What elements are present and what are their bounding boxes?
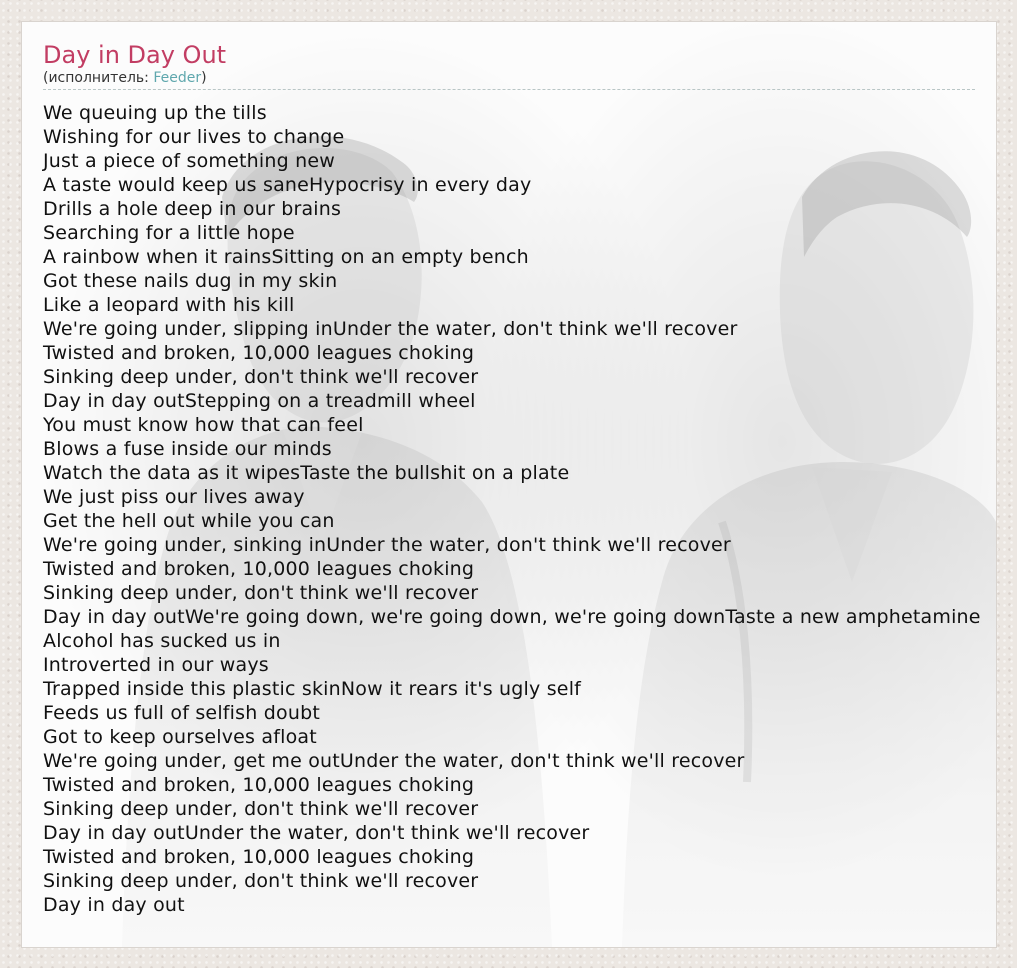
song-title: Day in Day Out: [43, 41, 227, 69]
lyric-line: We queuing up the tills: [43, 102, 267, 124]
lyric-line: Got these nails dug in my skin: [43, 270, 338, 292]
lyric-line: Sinking deep under, don't think we'll recover: [43, 582, 479, 604]
artist-prefix: (исполнитель:: [43, 70, 154, 86]
lyric-line: Watch the data as it wipesTaste the bullshit on a plate: [43, 462, 570, 484]
lyric-line: Blows a fuse inside our minds: [43, 438, 332, 460]
lyric-line: Alcohol has sucked us in: [43, 630, 281, 652]
lyric-line: Twisted and broken, 10,000 leagues choking: [43, 774, 475, 796]
lyric-line: Drills a hole deep in our brains: [43, 198, 342, 220]
lyric-line: Just a piece of something new: [43, 150, 335, 172]
lyric-line: Introverted in our ways: [43, 654, 269, 676]
lyrics-text: [43, 101, 1017, 917]
artist-suffix: ): [201, 70, 207, 86]
artist-link[interactable]: Feeder: [153, 70, 202, 86]
lyric-line: We just piss our lives away: [43, 486, 305, 508]
lyric-line: We're going under, get me outUnder the water, don't think we'll recover: [43, 750, 745, 772]
lyric-line: Wishing for our lives to change: [43, 126, 345, 148]
lyric-line: Twisted and broken, 10,000 leagues choking: [43, 342, 475, 364]
lyrics-panel: [21, 21, 997, 948]
lyric-line: Sinking deep under, don't think we'll recover: [43, 870, 479, 892]
lyric-line: Searching for a little hope: [43, 222, 295, 244]
lyric-line: A taste would keep us saneHypocrisy in every day: [43, 174, 532, 196]
lyric-line: Get the hell out while you can: [43, 510, 335, 532]
lyric-line: Day in day outStepping on a treadmill wheel: [43, 390, 476, 412]
lyric-line: Trapped inside this plastic skinNow it rears it's ugly self: [43, 678, 582, 700]
lyric-line: Day in day outWe're going down, we're going down, we're going downTaste a new amphetamine: [43, 606, 981, 628]
artist-line: [43, 70, 975, 87]
lyric-line: Twisted and broken, 10,000 leagues choking: [43, 846, 475, 868]
lyric-line: Feeds us full of selfish doubt: [43, 702, 320, 724]
lyric-line: We're going under, slipping inUnder the water, don't think we'll recover: [43, 318, 738, 340]
lyric-line: Twisted and broken, 10,000 leagues choking: [43, 558, 475, 580]
lyric-line: Got to keep ourselves afloat: [43, 726, 317, 748]
song-header: [43, 40, 975, 90]
lyric-line: Day in day out: [43, 894, 185, 916]
lyric-line: You must know how that can feel: [43, 414, 364, 436]
lyric-line: Like a leopard with his kill: [43, 294, 295, 316]
lyric-line: A rainbow when it rainsSitting on an empty bench: [43, 246, 529, 268]
lyric-line: Day in day outUnder the water, don't think we'll recover: [43, 822, 590, 844]
lyric-line: Sinking deep under, don't think we'll recover: [43, 366, 479, 388]
lyric-line: Sinking deep under, don't think we'll recover: [43, 798, 479, 820]
lyric-line: We're going under, sinking inUnder the water, don't think we'll recover: [43, 534, 731, 556]
